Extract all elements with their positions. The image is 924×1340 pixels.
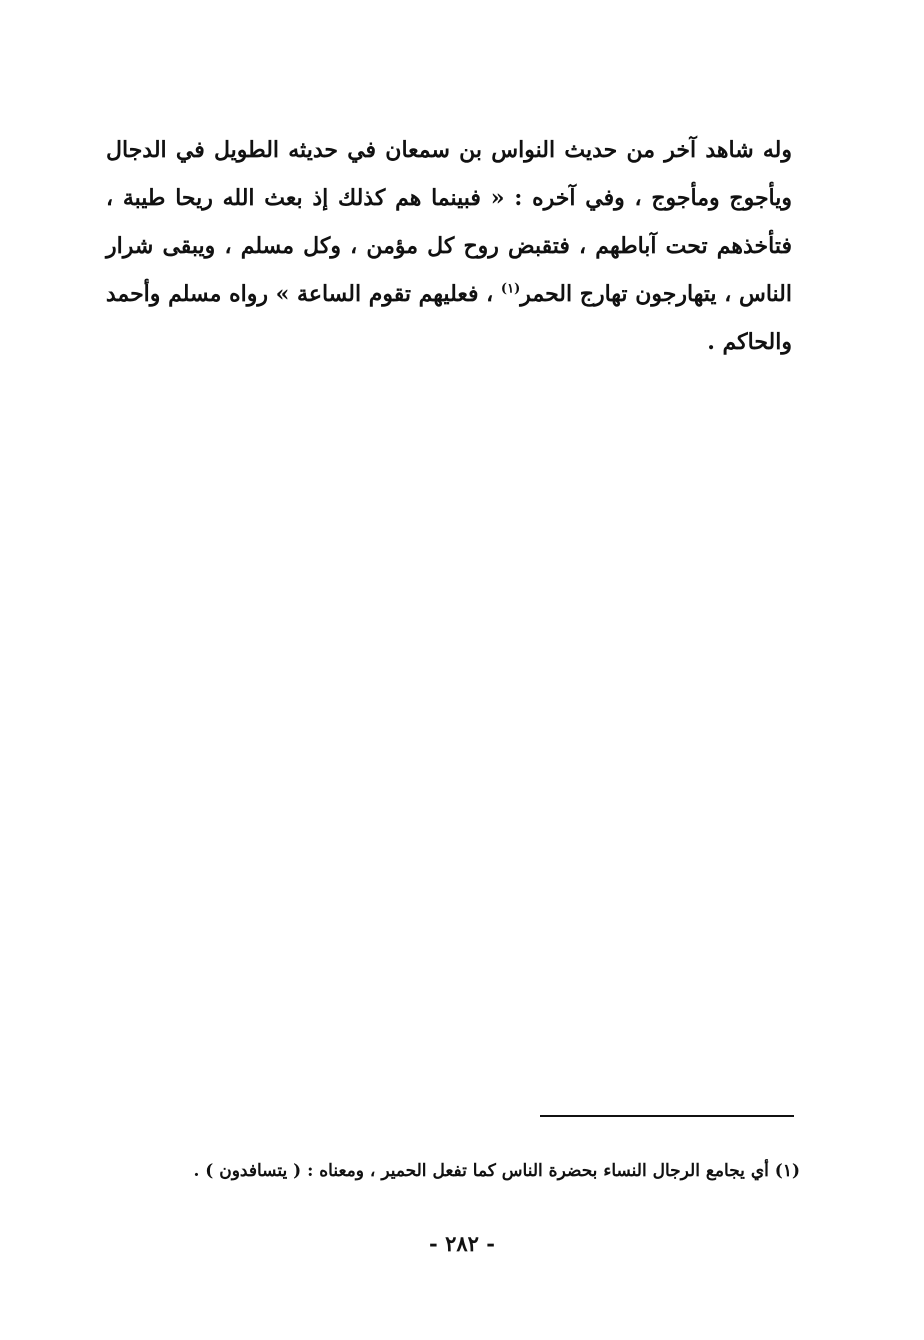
- body-paragraph: [106, 126, 792, 366]
- footnote: (١) أي يجامع الرجال النساء بحضرة الناس كما تفعل الحمير ، ومعناه : ( يتسافدون ) .: [193, 1161, 800, 1181]
- page-number: - ٢٨٢ -: [429, 1231, 495, 1256]
- body-line-1: وله شاهد آخر من حديث النواس بن سمعان في حديثه الطويل في الدجال: [106, 137, 792, 163]
- body-line-5: والحاكم .: [707, 329, 792, 355]
- body-line-4-start: الناس ، يتهارجون تهارج الحمر: [520, 281, 792, 307]
- body-line-4-end: ، فعليهم تقوم الساعة » رواه مسلم وأحمد: [105, 281, 494, 307]
- footnote-reference[interactable]: (١): [500, 281, 521, 297]
- body-line-4: [106, 270, 792, 318]
- body-line-3: فتأخذهم تحت آباطهم ، فتقبض روح كل مؤمن ، وكل مسلم ، ويبقى شرار: [106, 233, 792, 259]
- body-line-2: ويأجوج ومأجوج ، وفي آخره : « فبينما هم كذلك إذ بعث الله ريحا طيبة ،: [106, 185, 792, 211]
- footnote-separator: [540, 1115, 794, 1117]
